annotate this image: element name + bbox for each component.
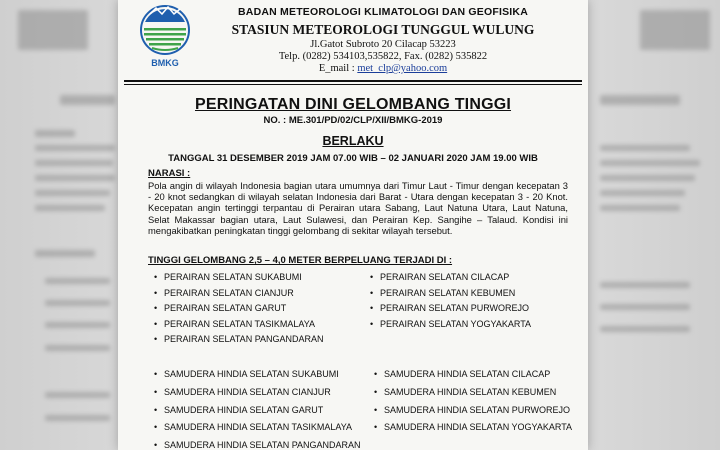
list-item: • SAMUDERA HINDIA SELATAN PANGANDARAN (154, 437, 361, 450)
list-item: • SAMUDERA HINDIA SELATAN SUKABUMI (154, 366, 361, 384)
list-item: • PERAIRAN SELATAN CIANJUR (154, 286, 324, 302)
list-item: • SAMUDERA HINDIA SELATAN KEBUMEN (374, 384, 572, 402)
bullet: • (154, 318, 158, 329)
bullet: • (154, 386, 158, 397)
list-item: • PERAIRAN SELATAN PANGANDARAN (154, 332, 324, 348)
bullet: • (374, 386, 378, 397)
list-item: • PERAIRAN SELATAN KEBUMEN (370, 286, 531, 302)
email-link[interactable]: met_clp@yahoo.com (357, 63, 448, 74)
list-item: • SAMUDERA HINDIA SELATAN PURWOREJO (374, 402, 572, 420)
bullet: • (370, 303, 374, 314)
document-number: NO. : ME.301/PD/02/CLP/XII/BMKG-2019 (263, 115, 443, 126)
bullet: • (154, 440, 158, 450)
logo-text: BMKG (151, 58, 179, 68)
samudera-list-right (374, 366, 572, 437)
narrative-text: Pola angin di wilayah Indonesia bagian utara umumnya dari Timur Laut - Timur dengan kecepatan 3 - 20 knot sedangkan di wilayah selatan Indonesia dari Barat - Utara dengan kecepatan 3 - 20 Knot. Kecepatan angin tertinggi terpantau di Perairan utara Sabang, Laut Natuna Utara, Laut Natuna, Selat Makassar bagian utara, Laut Sulawesi, dan Perairan Kep. Sangihe – Talaud. Kondisi ini mengakibatkan peningkatan tinggi gelombang di sekitar wilayah tersebut. (148, 180, 568, 236)
bullet: • (154, 422, 158, 433)
header-rule-thin (124, 84, 582, 85)
station-name: STASIUN METEOROLOGI TUNGGUL WULUNG (231, 22, 535, 37)
email-label: E_mail : (318, 63, 358, 74)
blurred-logo (18, 10, 88, 50)
bullet: • (370, 318, 374, 329)
list-item: • SAMUDERA HINDIA SELATAN TASIKMALAYA (154, 419, 361, 437)
list-item: • SAMUDERA HINDIA SELATAN CILACAP (374, 366, 572, 384)
validity-date-range: TANGGAL 31 DESEMBER 2019 JAM 07.00 WIB – 02 JANUARI 2020 JAM 19.00 WIB (168, 153, 538, 164)
list-item: • PERAIRAN SELATAN YOGYAKARTA (370, 317, 531, 333)
header-rule (124, 80, 582, 82)
bullet: • (154, 303, 158, 314)
wave-height-heading: TINGGI GELOMBANG 2,5 – 4,0 METER BERPELUANG TERJADI DI : (148, 255, 453, 266)
narrative-label: NARASI : (148, 168, 191, 179)
list-item: • SAMUDERA HINDIA SELATAN GARUT (154, 402, 361, 420)
station-address: Jl.Gatot Subroto 20 Cilacap 53223 (310, 39, 456, 50)
list-item: • SAMUDERA HINDIA SELATAN CIANJUR (154, 384, 361, 402)
list-item: • PERAIRAN SELATAN CILACAP (370, 270, 531, 286)
status-label: BERLAKU (322, 134, 384, 148)
document-title: PERINGATAN DINI GELOMBANG TINGGI (194, 96, 512, 113)
bullet: • (154, 334, 158, 345)
perairan-list-right (370, 270, 531, 332)
perairan-list-left (154, 270, 324, 348)
warning-document (118, 0, 588, 450)
bullet: • (374, 369, 378, 379)
agency-name: BADAN METEOROLOGI KLIMATOLOGI DAN GEOFISIKA (238, 6, 528, 18)
bullet: • (154, 272, 158, 282)
blurred-logo-right (640, 10, 710, 50)
list-item: • PERAIRAN SELATAN SUKABUMI (154, 270, 324, 286)
bullet: • (154, 287, 158, 298)
bullet: • (154, 404, 158, 415)
list-item: • SAMUDERA HINDIA SELATAN YOGYAKARTA (374, 419, 572, 437)
bullet: • (370, 272, 374, 282)
bmkg-logo (136, 4, 194, 70)
station-email-line (218, 63, 548, 74)
bullet: • (374, 422, 378, 433)
samudera-list-left (154, 366, 361, 450)
bullet: • (374, 404, 378, 415)
station-phone: Telp. (0282) 534103,535822, Fax. (0282) 535822 (278, 51, 488, 62)
list-item: • PERAIRAN SELATAN PURWOREJO (370, 301, 531, 317)
list-item: • PERAIRAN SELATAN GARUT (154, 301, 324, 317)
bullet: • (154, 369, 158, 379)
bullet: • (370, 287, 374, 298)
list-item: • PERAIRAN SELATAN TASIKMALAYA (154, 317, 324, 333)
